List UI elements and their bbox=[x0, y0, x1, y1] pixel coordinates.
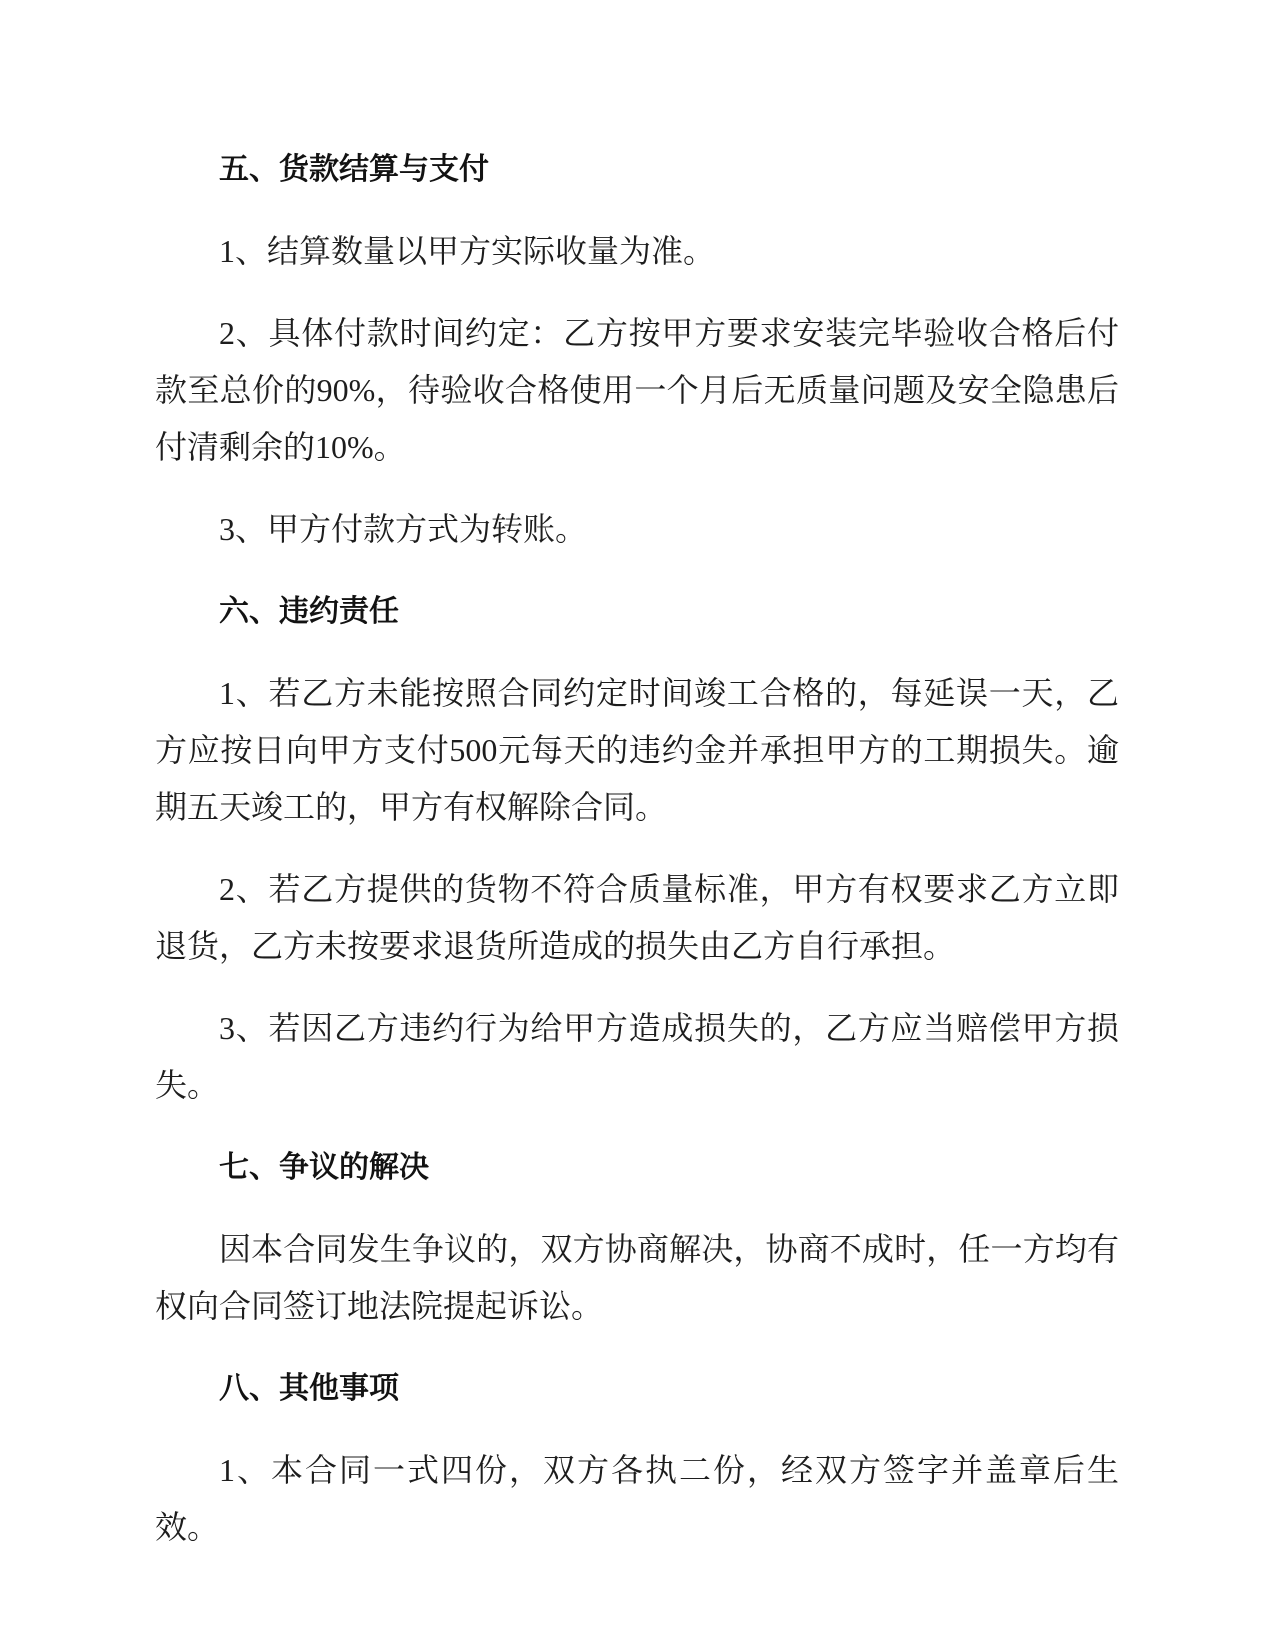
paragraph-contract-copies: 1、本合同一式四份，双方各执二份，经双方签字并盖章后生效。 bbox=[155, 1452, 1119, 1545]
paragraph-payment-method: 3、甲方付款方式为转账。 bbox=[219, 511, 588, 547]
section-heading-payment-settlement: 五、货款结算与支付 bbox=[219, 153, 489, 186]
section-heading-dispute-resolution: 七、争议的解决 bbox=[219, 1151, 429, 1184]
paragraph-payment-schedule: 2、具体付款时间约定：乙方按甲方要求安装完毕验收合格后付款至总价的90%，待验收合格使用一个月后无质量问题及安全隐患后付清剩余的10%。 bbox=[155, 315, 1119, 465]
contract-body bbox=[155, 141, 1119, 1581]
paragraph-quality-return: 2、若乙方提供的货物不符合质量标准，甲方有权要求乙方立即退货，乙方未按要求退货所造成的损失由乙方自行承担。 bbox=[155, 871, 1119, 964]
paragraph-dispute-litigation: 因本合同发生争议的，双方协商解决，协商不成时，任一方均有权向合同签订地法院提起诉讼。 bbox=[155, 1231, 1119, 1324]
section-heading-other-matters: 八、其他事项 bbox=[219, 1372, 399, 1405]
paragraph-delay-penalty: 1、若乙方未能按照合同约定时间竣工合格的，每延误一天，乙方应按日向甲方支付500元每天的违约金并承担甲方的工期损失。逾期五天竣工的，甲方有权解除合同。 bbox=[155, 675, 1119, 825]
paragraph-settlement-quantity: 1、结算数量以甲方实际收量为准。 bbox=[219, 233, 716, 269]
section-heading-breach-liability: 六、违约责任 bbox=[219, 595, 399, 628]
paragraph-loss-compensation: 3、若因乙方违约行为给甲方造成损失的，乙方应当赔偿甲方损失。 bbox=[155, 1010, 1119, 1103]
